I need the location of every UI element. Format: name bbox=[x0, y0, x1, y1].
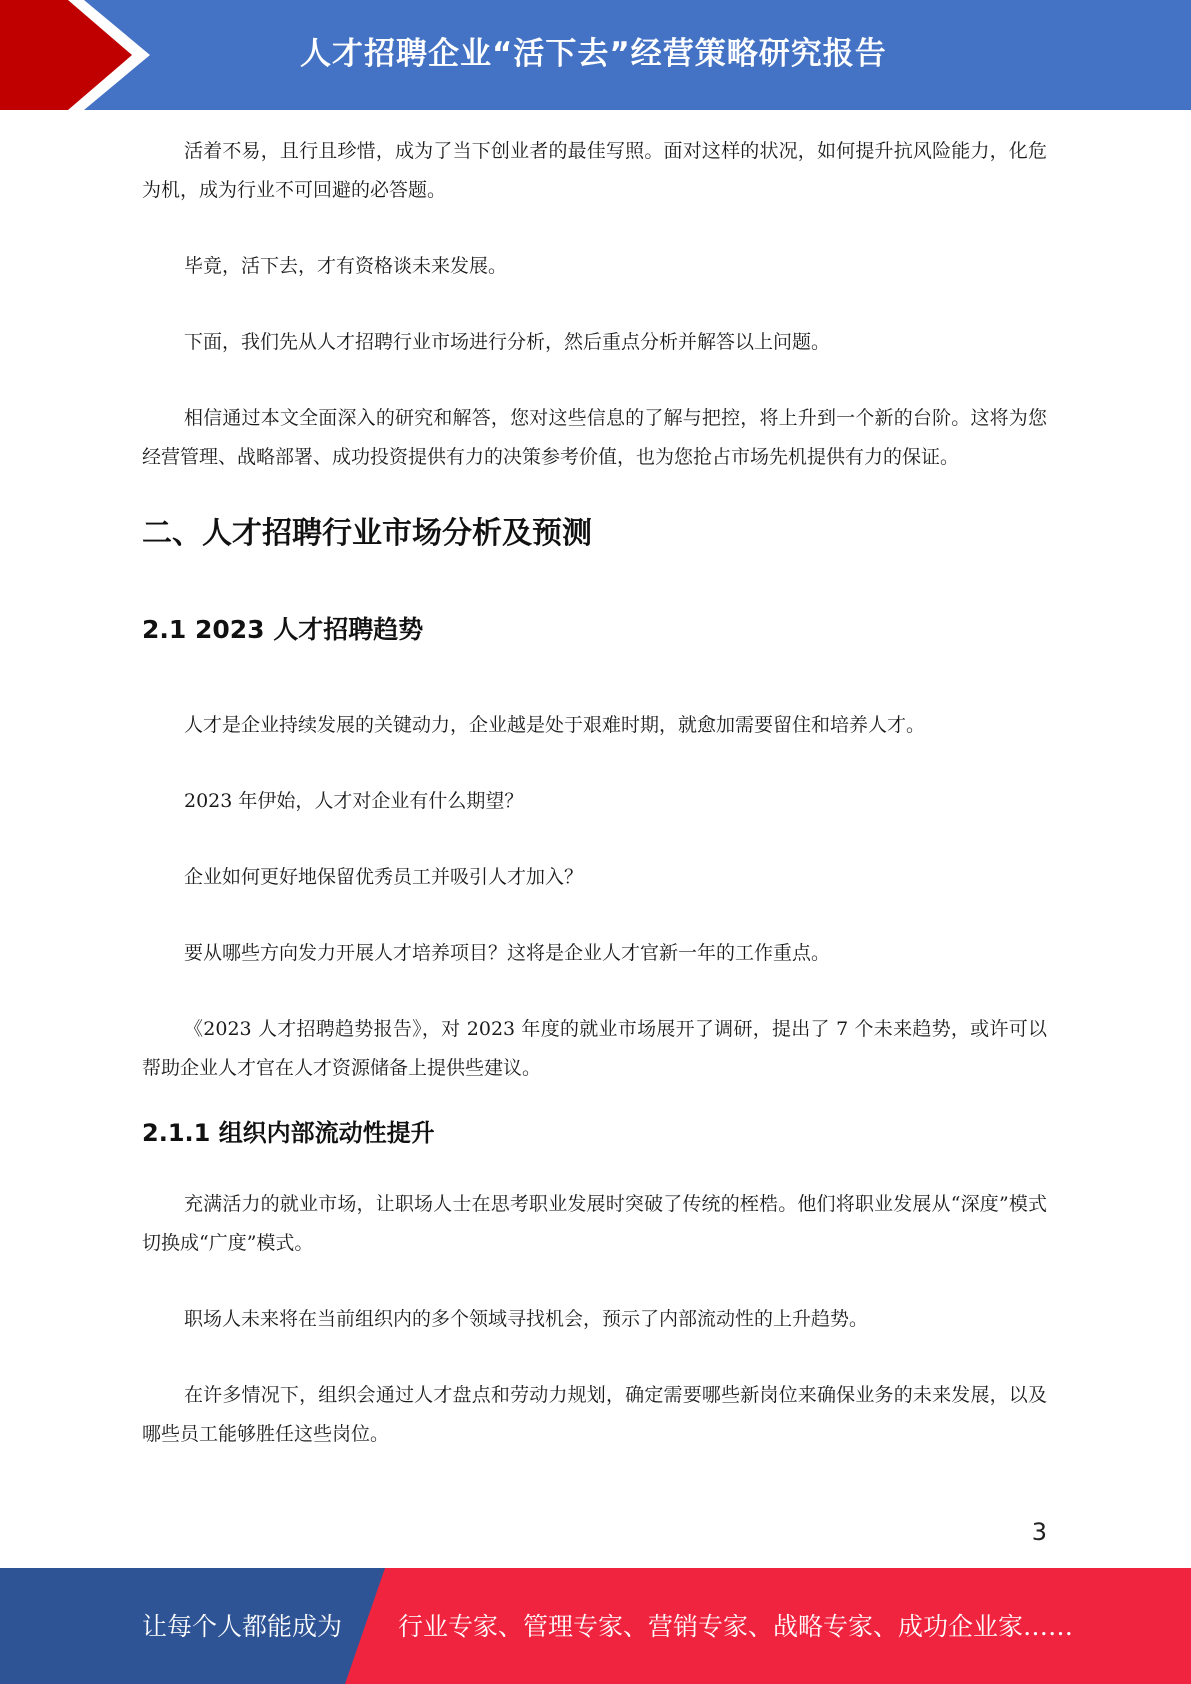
body-paragraph: 《2023 人才招聘趋势报告》，对 2023 年度的就业市场展开了调研，提出了 7 个未来趋势，或许可以帮助企业人才官在人才资源储备上提供些建议。 bbox=[142, 1018, 1047, 1079]
page-number: 3 bbox=[1031, 1518, 1047, 1546]
subsection-heading: 2.1 2023 人才招聘趋势 bbox=[142, 615, 424, 644]
page-header-banner bbox=[0, 0, 1191, 110]
section-heading: 二、人才招聘行业市场分析及预测 bbox=[142, 516, 592, 551]
report-title: 人才招聘企业“活下去”经营策略研究报告 bbox=[300, 36, 887, 72]
body-paragraph: 企业如何更好地保留优秀员工并吸引人才加入？ bbox=[184, 866, 584, 888]
page-content bbox=[142, 132, 1047, 1491]
body-paragraph: 人才是企业持续发展的关键动力，企业越是处于艰难时期，就愈加需要留住和培养人才。 bbox=[184, 714, 926, 736]
body-paragraph: 2023 年伊始，人才对企业有什么期望？ bbox=[184, 790, 524, 812]
footer-slogan-left: 让每个人都能成为 bbox=[142, 1612, 343, 1641]
intro-paragraph: 毕竟，活下去，才有资格谈未来发展。 bbox=[184, 255, 508, 277]
intro-paragraph: 相信通过本文全面深入的研究和解答，您对这些信息的了解与把控，将上升到一个新的台阶。这将为您经营管理、战略部署、成功投资提供有力的决策参考价值，也为您抢占市场先机提供有力的保证。 bbox=[142, 407, 1047, 468]
body-paragraph: 充满活力的就业市场，让职场人士在思考职业发展时突破了传统的桎梏。他们将职业发展从“深度”模式切换成“广度”模式。 bbox=[142, 1193, 1047, 1254]
page-footer-banner bbox=[0, 1568, 1191, 1684]
intro-paragraph: 下面，我们先从人才招聘行业市场进行分析，然后重点分析并解答以上问题。 bbox=[184, 331, 831, 353]
subsubsection-heading: 2.1.1 组织内部流动性提升 bbox=[142, 1119, 435, 1147]
intro-paragraph: 活着不易，且行且珍惜，成为了当下创业者的最佳写照。面对这样的状况，如何提升抗风险能力，化危为机，成为行业不可回避的必答题。 bbox=[142, 140, 1047, 201]
footer-slogan-right: 行业专家、管理专家、营销专家、战略专家、成功企业家…… bbox=[398, 1612, 1074, 1641]
body-paragraph: 在许多情况下，组织会通过人才盘点和劳动力规划，确定需要哪些新岗位来确保业务的未来发展，以及哪些员工能够胜任这些岗位。 bbox=[142, 1384, 1047, 1445]
body-paragraph: 要从哪些方向发力开展人才培养项目？这将是企业人才官新一年的工作重点。 bbox=[184, 942, 831, 964]
red-chevron-decoration bbox=[0, 0, 160, 110]
body-paragraph: 职场人未来将在当前组织内的多个领域寻找机会，预示了内部流动性的上升趋势。 bbox=[184, 1308, 869, 1330]
